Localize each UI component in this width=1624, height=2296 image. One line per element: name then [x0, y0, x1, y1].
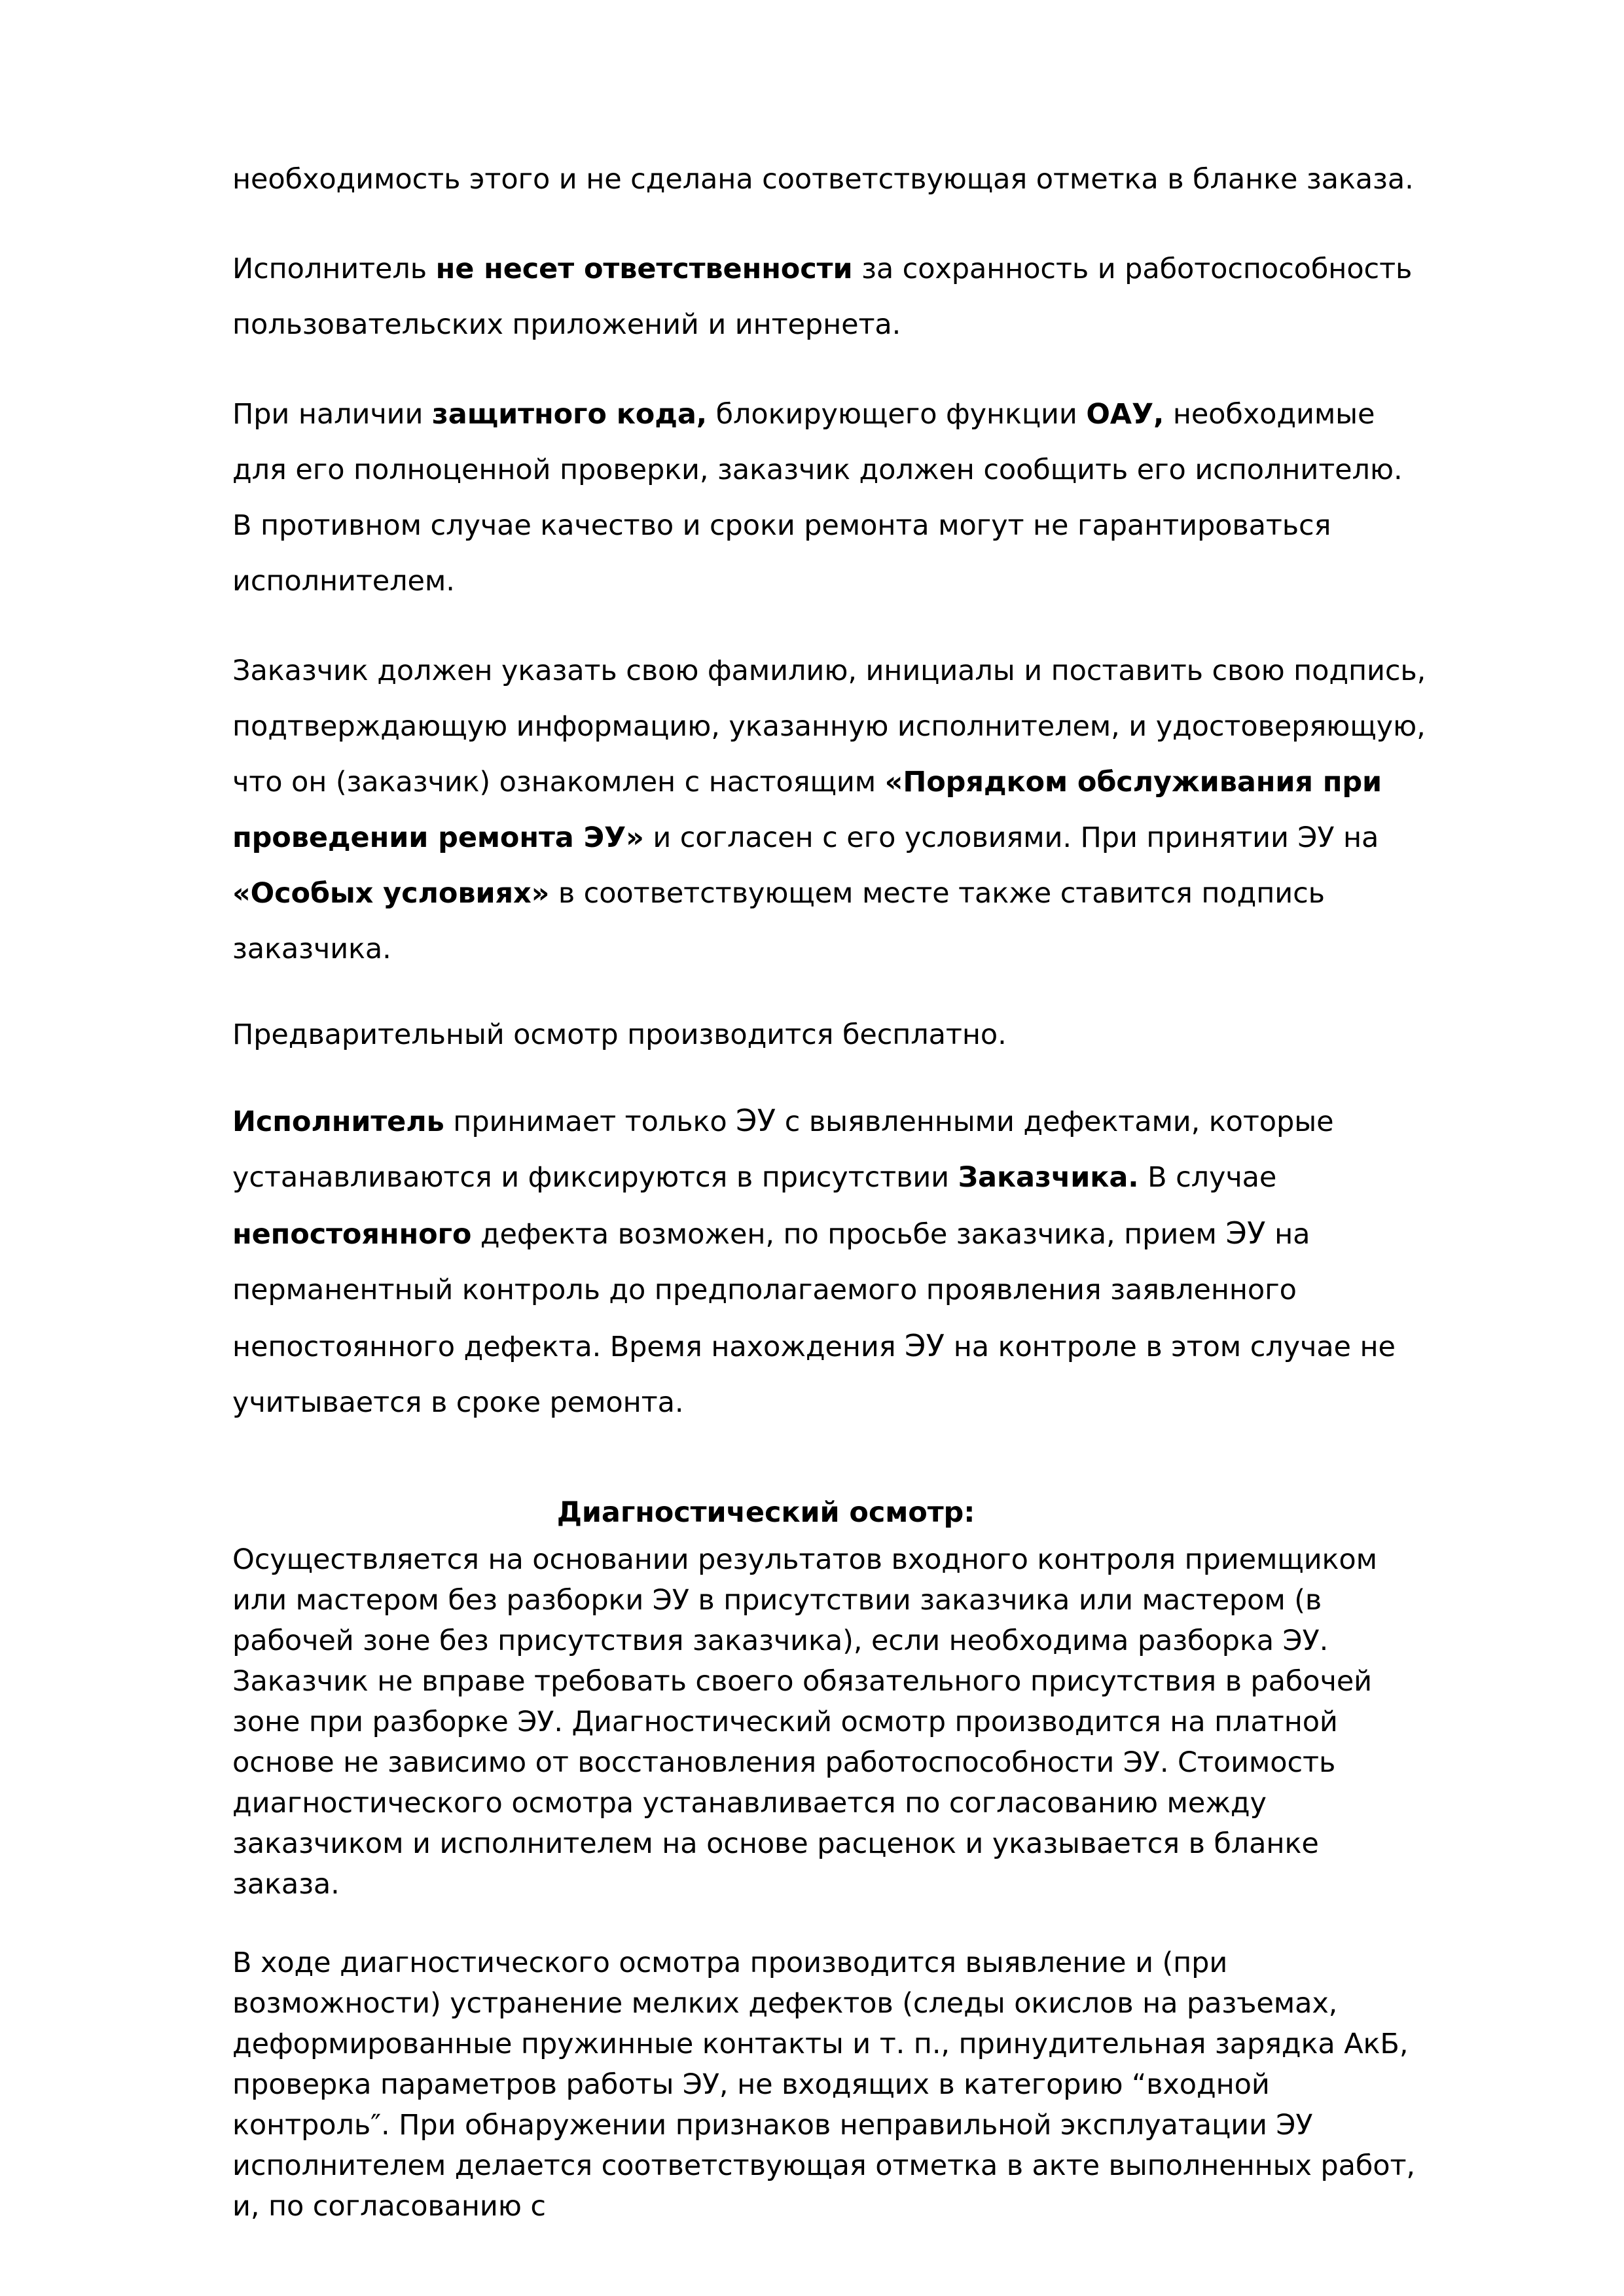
text-run: в соответствующем месте также ставится подпись заказчика.: [232, 877, 1325, 965]
document-text-body: [232, 152, 1430, 2227]
text-run: блокирующего функции: [707, 398, 1087, 431]
paragraph-liability-disclaimer: [232, 242, 1430, 353]
abbr-eu: ЭУ: [905, 1328, 945, 1363]
section-heading-diagnostic-inspection: Диагностический осмотр:: [556, 1496, 975, 1529]
bold-run-performer: Исполнитель: [232, 1105, 444, 1138]
paragraph-customer-signature: [232, 643, 1430, 977]
text-run: Исполнитель: [232, 253, 436, 285]
bold-run-special-conditions: «Особых условиях»: [232, 877, 550, 910]
bold-run-service-order-title: «Порядком обслуживания при проведении ремонта ЭУ»: [232, 766, 1382, 854]
abbr-eu: ЭУ: [736, 1103, 776, 1138]
text-run: за сохранность и работоспособность пользовательских приложений и интернета.: [232, 253, 1413, 341]
bold-run-intermittent: непостоянного: [232, 1218, 472, 1251]
text-run: необходимые для его полноценной проверки, заказчик должен сообщить его исполнителю. В противном случае качество и сроки ремонта могут не гарантироваться исполнителем.: [232, 398, 1403, 598]
text-run: на контроле в этом случае не учитывается в сроке ремонта.: [232, 1331, 1396, 1419]
bold-run-protection-code: защитного кода,: [431, 398, 708, 431]
paragraph-accepted-devices: [232, 1093, 1430, 1431]
text-run: дефекта возможен, по просьбе заказчика, прием: [471, 1218, 1226, 1251]
text-run: с выявленными дефектами, которые устанавливаются и фиксируются в присутствии: [232, 1105, 1334, 1194]
text-run: При наличии: [232, 398, 432, 431]
paragraph-continuation-order-form: необходимость этого и не сделана соответствующая отметка в бланке заказа.: [232, 163, 1414, 196]
paragraph-protection-code: [232, 387, 1430, 609]
text-run: и согласен с его условиями. При принятии ЭУ на: [643, 821, 1379, 854]
paragraph-diagnostic-inspection-details: Осуществляется на основании результатов входного контроля приемщиком или мастером без разборки ЭУ в присутствии заказчика или мастером (в рабочей зоне без присутствия заказчика), если необходима разборка ЭУ. Заказчик не вправе требовать своего обязательного присутствия в рабочей зоне при разборке ЭУ. Диагностический осмотр производится на платной основе не зависимо от восстановления работоспособности ЭУ. Стоимость диагностического осмотра устанавливается по согласованию между заказчиком и исполнителем на основе расценок и указывается в бланке заказа.: [232, 1543, 1377, 1901]
text-run: принимает только: [444, 1105, 736, 1138]
text-run: на перманентный контроль до предполагаемого проявления заявленного непостоянного дефекта. Время нахождения: [232, 1218, 1310, 1363]
paragraph-minor-defect-removal: В ходе диагностического осмотра производится выявление и (при возможности) устранение мелких дефектов (следы окислов на разъемах, деформированные пружинные контакты и т. п., принудительная зарядка АкБ, проверка параметров работы ЭУ, не входящих в категорию “входной контроль″. При обнаружении признаков неправильной эксплуатации ЭУ исполнителем делается соответствующая отметка в акте выполненных работ, и, по согласованию с: [232, 1946, 1415, 2223]
bold-run-oau: ОАУ,: [1086, 398, 1164, 431]
abbr-eu: ЭУ: [1225, 1215, 1266, 1251]
paragraph-free-preliminary-inspection: Предварительный осмотр производится бесплатно.: [232, 1018, 1007, 1051]
bold-run-customer: Заказчика.: [958, 1161, 1139, 1194]
text-run: Заказчик должен указать свою фамилию, инициалы и поставить свою подпись, подтверждающую информацию, указанную исполнителем, и удостоверяющую, что он (заказчик) ознакомлен с настоящим: [232, 655, 1426, 798]
text-run: В случае: [1138, 1161, 1277, 1194]
bold-run-no-liability: не несет ответственности: [435, 253, 853, 285]
